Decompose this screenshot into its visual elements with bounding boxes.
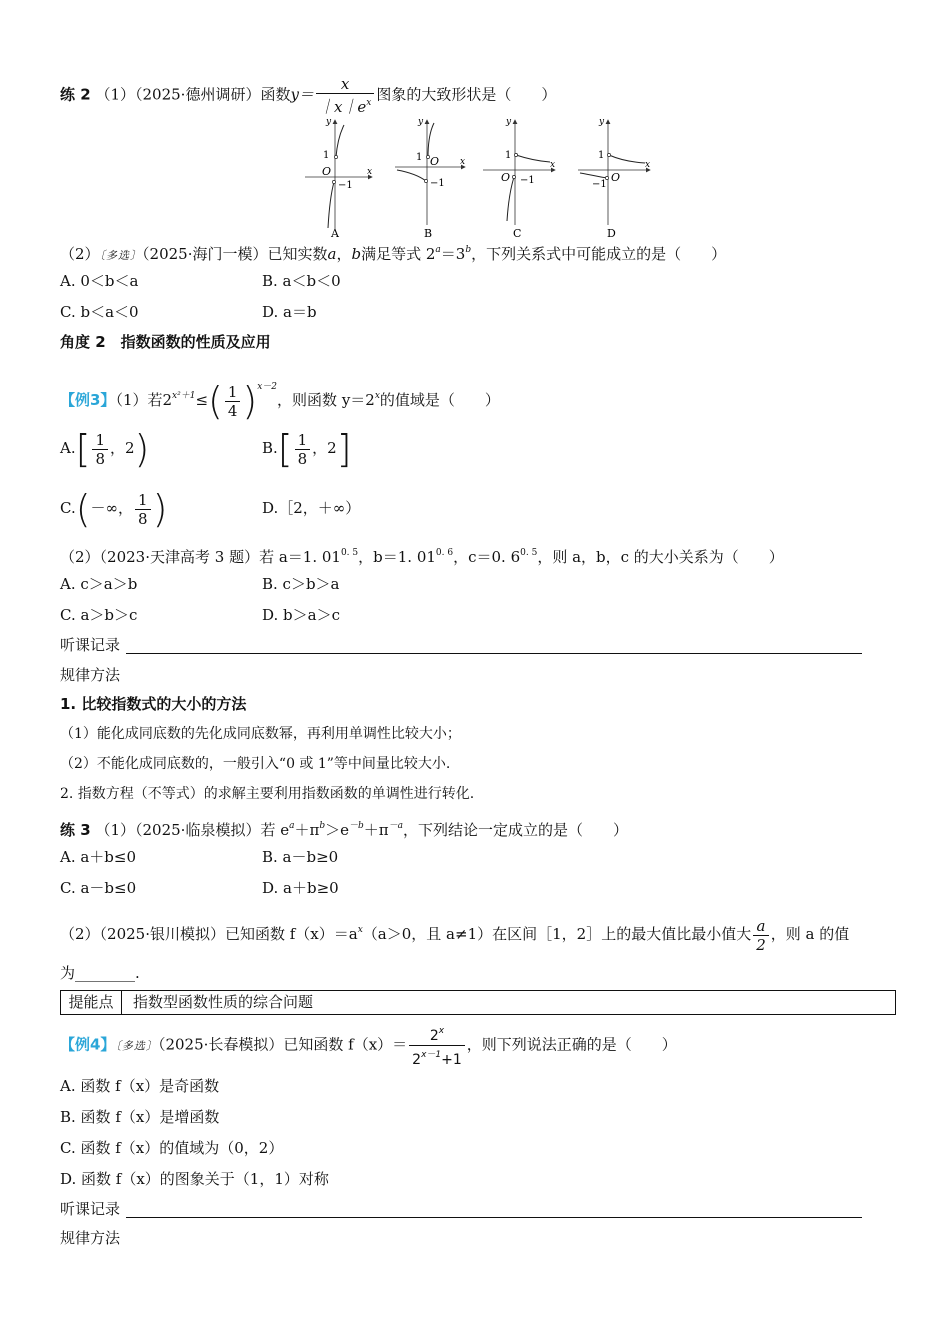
graph-c-x-label: x (550, 160, 556, 170)
lian2-q1: 练 2 （1）（2025·德州调研）函数y＝ $\frac{x}{|x|e^x}$ 图象的大致形状是（ ） (60, 75, 557, 116)
tinengdian-box (60, 990, 896, 1015)
graph-d (578, 117, 650, 240)
option-graphs (300, 115, 700, 240)
li3-option-d[interactable]: D.［2，＋∞） (262, 499, 361, 517)
tinengdian-title: 指数型函数性质的综合问题 (133, 993, 314, 1011)
rule2: 2. 指数方程（不等式）的求解主要利用指数函数的单调性进行转化. (60, 786, 475, 802)
li4-option-b[interactable]: B. 函数 f（x）是增函数 (60, 1108, 220, 1126)
lian3-options-row2 (60, 878, 339, 898)
graph-a-x-label: x (367, 167, 373, 177)
li3-option-c[interactable]: C.(－∞， $\frac{1}{8}$ ) (60, 487, 168, 531)
lian2-options-row1 (60, 271, 341, 291)
guilv-heading-1: 规律方法 (60, 666, 121, 684)
graph-b (395, 117, 465, 240)
lian2-option-d[interactable]: D. a＝b (262, 303, 317, 321)
graph-b-y-label: y (418, 117, 424, 127)
li3-q2-option-d[interactable]: D. b＞a＞c (262, 606, 340, 624)
li3-q1: 【例3】（1）若$2^{x^2+1}\le$( $\frac{1}{4}$ )$^{x-2}$，则函数 $y=2^x$的值域是（ ） (60, 379, 500, 423)
lian2-option-a[interactable]: A. 0＜b＜a (60, 272, 139, 290)
lian3-option-b[interactable]: B. a－b≥0 (262, 848, 339, 866)
section-heading-jiaodu2: 角度 2 指数函数的性质及应用 (60, 333, 271, 351)
lian2-option-b[interactable]: B. a＜b＜0 (262, 272, 341, 290)
li4-option-c[interactable]: C. 函数 f（x）的值域为（0，2） (60, 1139, 284, 1157)
lian2-q2: （2）〔多选〕（2025·海门一模）已知实数a，b满足等式 $2^a=3^b$，下列关系式中可能成立的是（ ） (60, 245, 727, 263)
graph-label-d: D (607, 227, 616, 240)
lian2-options-row2 (60, 302, 317, 322)
rule1-a: （1）能化成同底数的先化成同底数幂，再利用单调性比较大小； (60, 726, 461, 742)
li3-q2-option-b[interactable]: B. c＞b＞a (262, 575, 340, 593)
graph-b-origin: O (430, 155, 440, 168)
li3-options-row2 (60, 484, 361, 532)
li3-q2-option-c[interactable]: C. a＞b＞c (60, 606, 138, 624)
tinengdian-label: 提能点 (61, 991, 122, 1014)
graph-b-tick-1: 1 (416, 152, 423, 163)
graph-d-x-label: x (645, 160, 651, 170)
graph-d-origin: O (611, 171, 621, 184)
li3-q2-option-a[interactable]: A. c＞a＞b (60, 575, 138, 593)
graph-a-tick-m1: −1 (338, 180, 353, 191)
li4-option-a[interactable]: A. 函数 f（x）是奇函数 (60, 1077, 220, 1095)
lian3-options-row1 (60, 847, 339, 867)
li4-option-d[interactable]: D. 函数 f（x）的图象关于（1，1）对称 (60, 1170, 329, 1188)
graph-a-origin: O (322, 165, 332, 178)
li3-q2-options-row1 (60, 574, 340, 594)
lian2-option-c[interactable]: C. b＜a＜0 (60, 303, 139, 321)
li3-options-row1 (60, 424, 352, 472)
li3-option-a[interactable]: A.[ $\frac{1}{8}$ ，2) (60, 427, 150, 471)
graph-b-x-label: x (460, 157, 466, 167)
lian3-option-c[interactable]: C. a－b≤0 (60, 879, 137, 897)
li3-option-b[interactable]: B.[ $\frac{1}{8}$ ，2] (262, 427, 352, 471)
tingke-label-2: 听课记录 (60, 1200, 121, 1218)
graph-label-b: B (424, 227, 433, 240)
rule1-b: （2）不能化成同底数的，一般引入“0 或 1”等中间量比较大小. (60, 756, 451, 772)
graph-c-tick-1: 1 (505, 150, 512, 161)
graph-c-y-label: y (506, 117, 512, 127)
graph-c (483, 117, 555, 240)
graph-a (305, 117, 372, 240)
li4-question: 【例4】〔多选〕（2025·长春模拟）已知函数 f（x）＝ $\frac{2^x}{2^{x-1}+1}$ ，则下列说法正确的是（ ） (60, 1022, 677, 1069)
graph-a-tick-1: 1 (323, 150, 330, 161)
graph-b-tick-m1: −1 (430, 178, 445, 189)
graph-label-c: C (513, 227, 522, 240)
graph-d-tick-1: 1 (598, 150, 605, 161)
rule1-title: 1. 比较指数式的大小的方法 (60, 695, 247, 713)
lian3-q2: （2）（2025·银川模拟）已知函数 $f(x)=a^x(a>0$，且 a≠1）在区间［1，2］上的最大值比最小值大 $\frac{a}{2}$ ，则 a 的值 (60, 916, 850, 954)
graph-d-y-label: y (599, 117, 605, 127)
graph-c-tick-m1: −1 (520, 175, 535, 186)
tingke-label-1: 听课记录 (60, 636, 121, 654)
tingke-line-1[interactable] (126, 653, 862, 654)
guilv-heading-2: 规律方法 (60, 1229, 121, 1247)
graph-label-a: A (331, 227, 339, 240)
lian2-fraction: $\frac{x}{|x|e^x}$ (316, 75, 374, 116)
graph-a-y-label: y (326, 117, 332, 127)
lian3-q1: 练 3 （1）（2025·临泉模拟）若 $e^a+\pi^b>e^{-b}+\pi^{-a}$，下列结论一定成立的是（ ） (60, 821, 628, 839)
tingke-line-2[interactable] (126, 1217, 862, 1218)
lian3-option-a[interactable]: A. a＋b≤0 (60, 848, 137, 866)
graph-c-origin: O (501, 171, 511, 184)
lian3-option-d[interactable]: D. a＋b≥0 (262, 879, 339, 897)
lian3-q2-blank[interactable]: 为________. (60, 964, 140, 982)
li3-q2-options-row2 (60, 605, 340, 625)
graph-d-tick-m1: −1 (592, 179, 607, 190)
li3-q2: （2）（2023·天津高考 3 题）若 a＝1. $01^{0. 5}$，b＝1. $01^{0. 6}$，c＝0. $6^{0. 5}$，则 a，b，c 的大小关系为（ ） (60, 548, 784, 566)
